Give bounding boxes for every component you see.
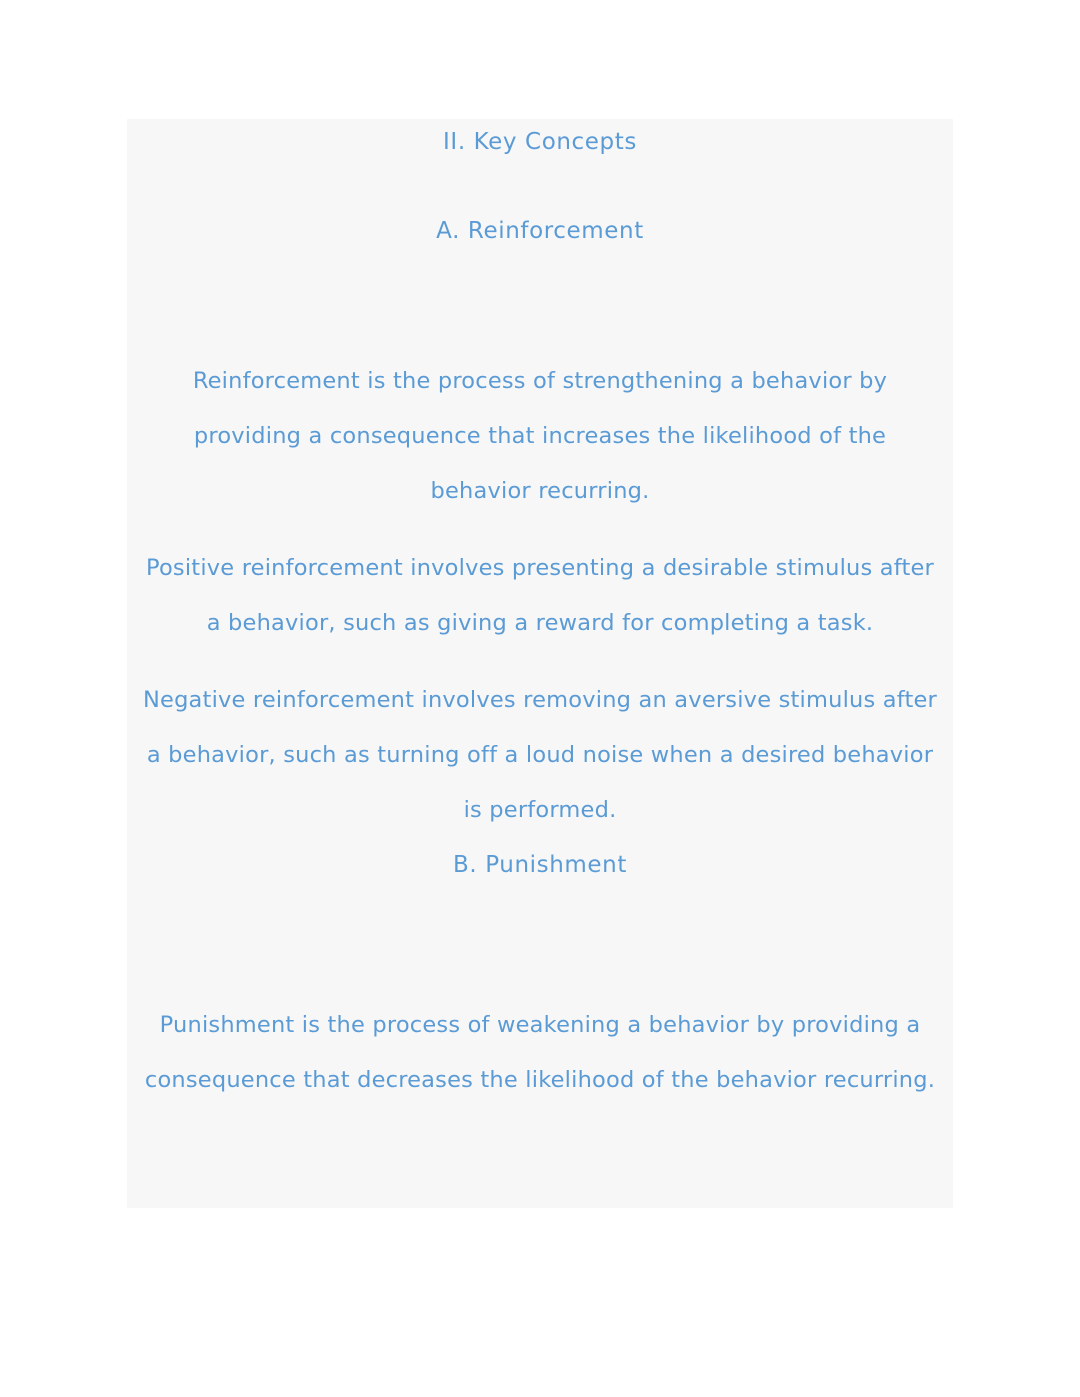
spacer	[135, 878, 945, 998]
subsection-heading-punishment: B. Punishment	[453, 852, 627, 878]
paragraph-punishment-definition: Punishment is the process of weakening a behavior by providing a consequence that decreases the likelihood of the behavior recurring.	[144, 1012, 936, 1093]
document-body	[127, 129, 953, 1108]
section-heading: II. Key Concepts	[443, 129, 637, 155]
document-page	[127, 119, 953, 1208]
subsection-heading-reinforcement: A. Reinforcement	[436, 218, 644, 244]
paragraph-negative-reinforcement: Negative reinforcement involves removing an aversive stimulus after a behavior, such as turning off a loud noise when a desired behavior is performed.	[143, 687, 937, 823]
spacer	[135, 519, 945, 541]
paragraph-positive-reinforcement: Positive reinforcement involves presenting a desirable stimulus after a behavior, such as giving a reward for completing a task.	[146, 555, 934, 636]
spacer	[135, 651, 945, 673]
spacer	[135, 244, 945, 354]
paragraph-reinforcement-definition: Reinforcement is the process of strengthening a behavior by providing a consequence that increases the likelihood of the behavior recurring.	[192, 368, 888, 504]
spacer	[135, 838, 945, 852]
